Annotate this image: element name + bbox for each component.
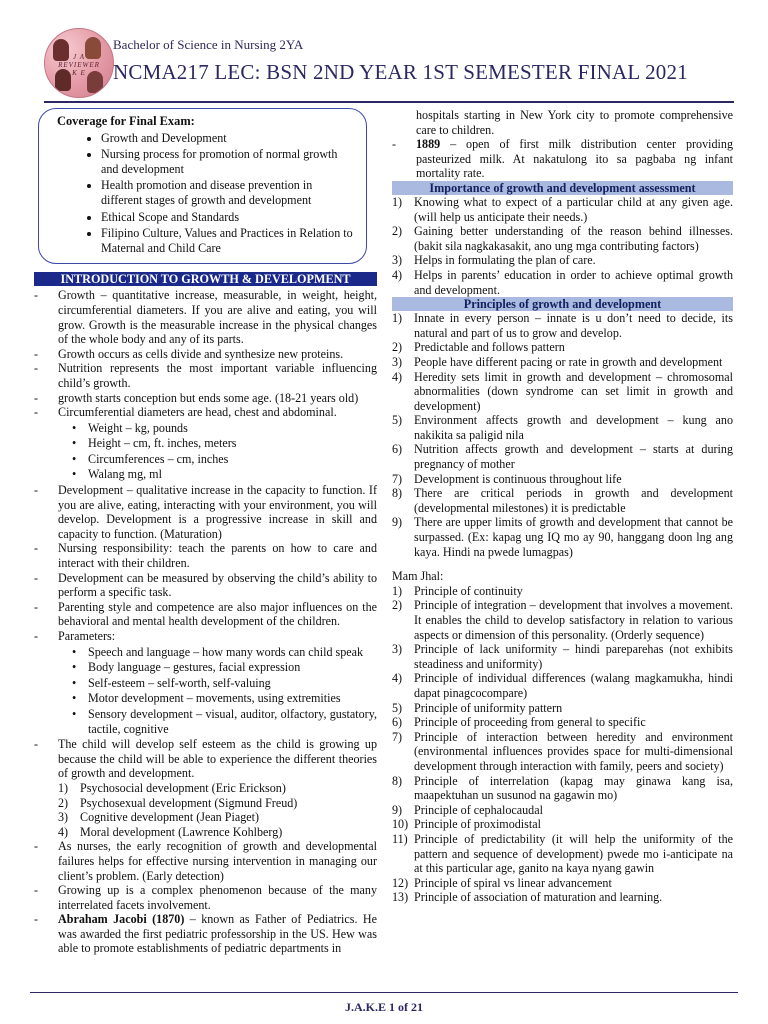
list-item: 2) Gaining better understanding of the reason behind illnesses. (bakit sila nagkakasakit, ano ung mga contributing factors) — [392, 224, 733, 253]
list-item: 13) Principle of association of maturation and learning. — [392, 890, 663, 905]
coverage-item: • Nursing process for promotion of normal growth and development — [101, 147, 356, 176]
list-item: 8) There are critical periods in growth and development (developmental milestones) it is predictable — [392, 486, 733, 515]
note-item: - Development – qualitative increase in the capacity to function. If you are alive, eating, interacting with your environment, you will develop. Development is a progressive increase in skill and capacity to function. (Maturation) — [34, 483, 377, 541]
coverage-box — [38, 108, 367, 264]
list-item: 4) Moral development (Lawrence Kohlberg) — [58, 824, 283, 839]
measures-list — [34, 421, 377, 482]
note-item: - Parenting style and competence are also major influences on the behavioral and mental health development of the children. — [34, 599, 377, 629]
list-item: 4) Helps in parents’ education in order to achieve optimal growth and development. — [392, 267, 733, 297]
list-item: • Motor development – movements, using extremities — [58, 691, 377, 706]
page-header — [0, 0, 768, 104]
note-item: - growth starts conception but ends some age. (18-21 years old) — [34, 390, 359, 405]
list-item: 1) Innate in every person – innate is u don’t need to decide, its natural and part of us to grow and develop. — [392, 311, 733, 340]
logo-lettering: J A REVIEWER K E — [58, 53, 100, 77]
list-item: • Sensory development – visual, auditor, olfactory, gustatory, tactile, cognitive — [58, 707, 377, 736]
coverage-item: • Filipino Culture, Values and Practices in Relation to Maternal and Child Care — [101, 226, 356, 255]
coverage-item: • Growth and Development — [101, 131, 356, 146]
list-item: 3) People have different pacing or rate in growth and development — [392, 354, 723, 369]
list-item: • Body language – gestures, facial expression — [58, 660, 377, 675]
list-item: 2) Psychosexual development (Sigmund Freud) — [58, 795, 298, 810]
list-item: 3) Helps in formulating the plan of care. — [392, 253, 596, 268]
note-item: - 1889 – open of first milk distribution center providing pasteurized milk. At nakatulong ito sa pagbaba ng infant mortality rate. — [392, 137, 733, 181]
note-item: - As nurses, the early recognition of growth and developmental failures helps for effective nursing intervention in managing our client’s problem. (Early detection) — [34, 839, 377, 883]
note-item: - Parameters: — [34, 629, 116, 643]
coverage-list — [57, 131, 356, 256]
parameters-list — [34, 645, 377, 737]
note-item: - The child will develop self esteem as the child is growing up because the child will be able to experience the different theories of growth and development. — [34, 737, 377, 781]
reviewer-logo — [44, 28, 114, 98]
list-item: 9) Principle of cephalocaudal — [392, 802, 543, 817]
list-item: 6) Principle of proceeding from general to specific — [392, 715, 646, 730]
note-item: - Abraham Jacobi (1870) – known as Father of Pediatrics. He was awarded the first pediatric professorship in the US. Hew was able to promote establishments of pediatric departments in — [34, 912, 377, 956]
coverage-heading: Coverage for Final Exam: — [57, 114, 195, 128]
list-item: 3) Principle of lack uniformity – hindi pareparehas (not exhibits steadiness and uniformity) — [392, 642, 733, 671]
list-item: 9) There are upper limits of growth and development that cannot be surpassed. (Ex: kapag ung IQ mo ay 90, hanggang doon lng ang kaya. Hindi na pwede lumagpas) — [392, 515, 733, 559]
left-column — [34, 108, 377, 956]
list-item: 8) Principle of interrelation (kapag may ginawa kang isa, maapektuhan un susunod na gagawin mo) — [392, 773, 733, 803]
list-item: 4) Principle of individual differences (walang magkamukha, hindi dapat pinagcocompare) — [392, 671, 733, 700]
coverage-item: • Health promotion and disease prevention in different stages of growth and development — [101, 178, 356, 207]
list-item: 6) Nutrition affects growth and development – starts at during pregnancy of mother — [392, 442, 733, 472]
note-item: - Nutrition represents the most important variable influencing child’s growth. — [34, 361, 377, 390]
list-item: 3) Cognitive development (Jean Piaget) — [58, 810, 260, 825]
note-item: - Development can be measured by observing the child’s ability to perform a specific task. — [34, 570, 377, 600]
list-item: • Circumferences – cm, inches — [58, 452, 377, 467]
theories-list — [34, 781, 377, 839]
list-item: 2) Principle of integration – development that involves a movement. It enables the child to develop satisfactory in relation to various aspects or dimension of this personality. (Orderly sequence) — [392, 598, 733, 642]
list-item: • Weight – kg, pounds — [58, 421, 377, 436]
list-item: 1) Principle of continuity — [392, 583, 523, 598]
section-subheading: Principles of growth and development — [392, 297, 733, 311]
right-column — [392, 108, 733, 905]
list-item: 2) Predictable and follows pattern — [392, 340, 565, 355]
list-item: 5) Principle of uniformity pattern — [392, 700, 563, 715]
page-footer: J.A.K.E 1 of 21 — [345, 1000, 423, 1014]
section-subheading: Importance of growth and development assessment — [392, 181, 733, 195]
mam-jhal-label: Mam Jhal: — [392, 569, 444, 584]
list-item: 10) Principle of proximodistal — [392, 817, 541, 832]
list-item: • Height – cm, ft. inches, meters — [58, 436, 377, 451]
list-item: 12) Principle of spiral vs linear advancement — [392, 875, 612, 890]
note-item: - Nursing responsibility: teach the parents on how to care and interact with their children. — [34, 541, 377, 571]
list-item: • Walang mg, ml — [58, 467, 377, 482]
coverage-item: • Ethical Scope and Standards — [101, 210, 356, 225]
header-divider — [44, 101, 734, 103]
list-item: 7) Development is continuous throughout life — [392, 471, 622, 486]
course-name: Bachelor of Science in Nursing 2YA — [113, 37, 304, 52]
section-banner: INTRODUCTION TO GROWTH & DEVELOPMENT — [34, 272, 377, 286]
list-item: 5) Environment affects growth and development – kung ano nakikita sa paligid nila — [392, 413, 733, 442]
list-item: • Self-esteem – self-worth, self-valuing — [58, 676, 377, 691]
note-item: - Growth occurs as cells divide and synthesize new proteins. — [34, 346, 344, 361]
list-item: 11) Principle of predictability (it will help the uniformity of the pattern and sequence of development) pwede mo i-anticipate na at this particular age, ganito na kaya nyang gawin — [392, 831, 733, 876]
list-item: 4) Heredity sets limit in growth and development – chromosomal abnormalities (down syndrome can set limit in growth and development) — [392, 369, 733, 413]
note-item: - Growth – quantitative increase, measurable, in weight, height, circumferential diameters. If you are alive and eating, you will grow. Growth is the measurable increase in the physical changes of the whole body and any of its parts. — [34, 288, 377, 347]
list-item: 7) Principle of interaction between heredity and environment (environmental influences provides space for multi-dimensional development through interaction with family, peers and society) — [392, 729, 733, 773]
note-item: - Circumferential diameters are head, chest and abdominal. — [34, 405, 337, 420]
list-item: • Speech and language – how many words can child speak — [58, 645, 377, 660]
footer-divider — [30, 992, 738, 993]
list-item: 1) Psychosocial development (Eric Erickson) — [58, 780, 286, 795]
page-title: NCMA217 LEC: BSN 2ND YEAR 1ST SEMESTER FINAL 2021 — [113, 60, 688, 84]
note-item: - Growing up is a complex phenomenon because of the many interrelated facets involvement. — [34, 883, 377, 912]
note-item: hospitals starting in New York city to promote comprehensive care to children. — [416, 108, 733, 137]
list-item: 1) Knowing what to expect of a particular child at any given age. (will help us anticipate their needs.) — [392, 194, 733, 224]
